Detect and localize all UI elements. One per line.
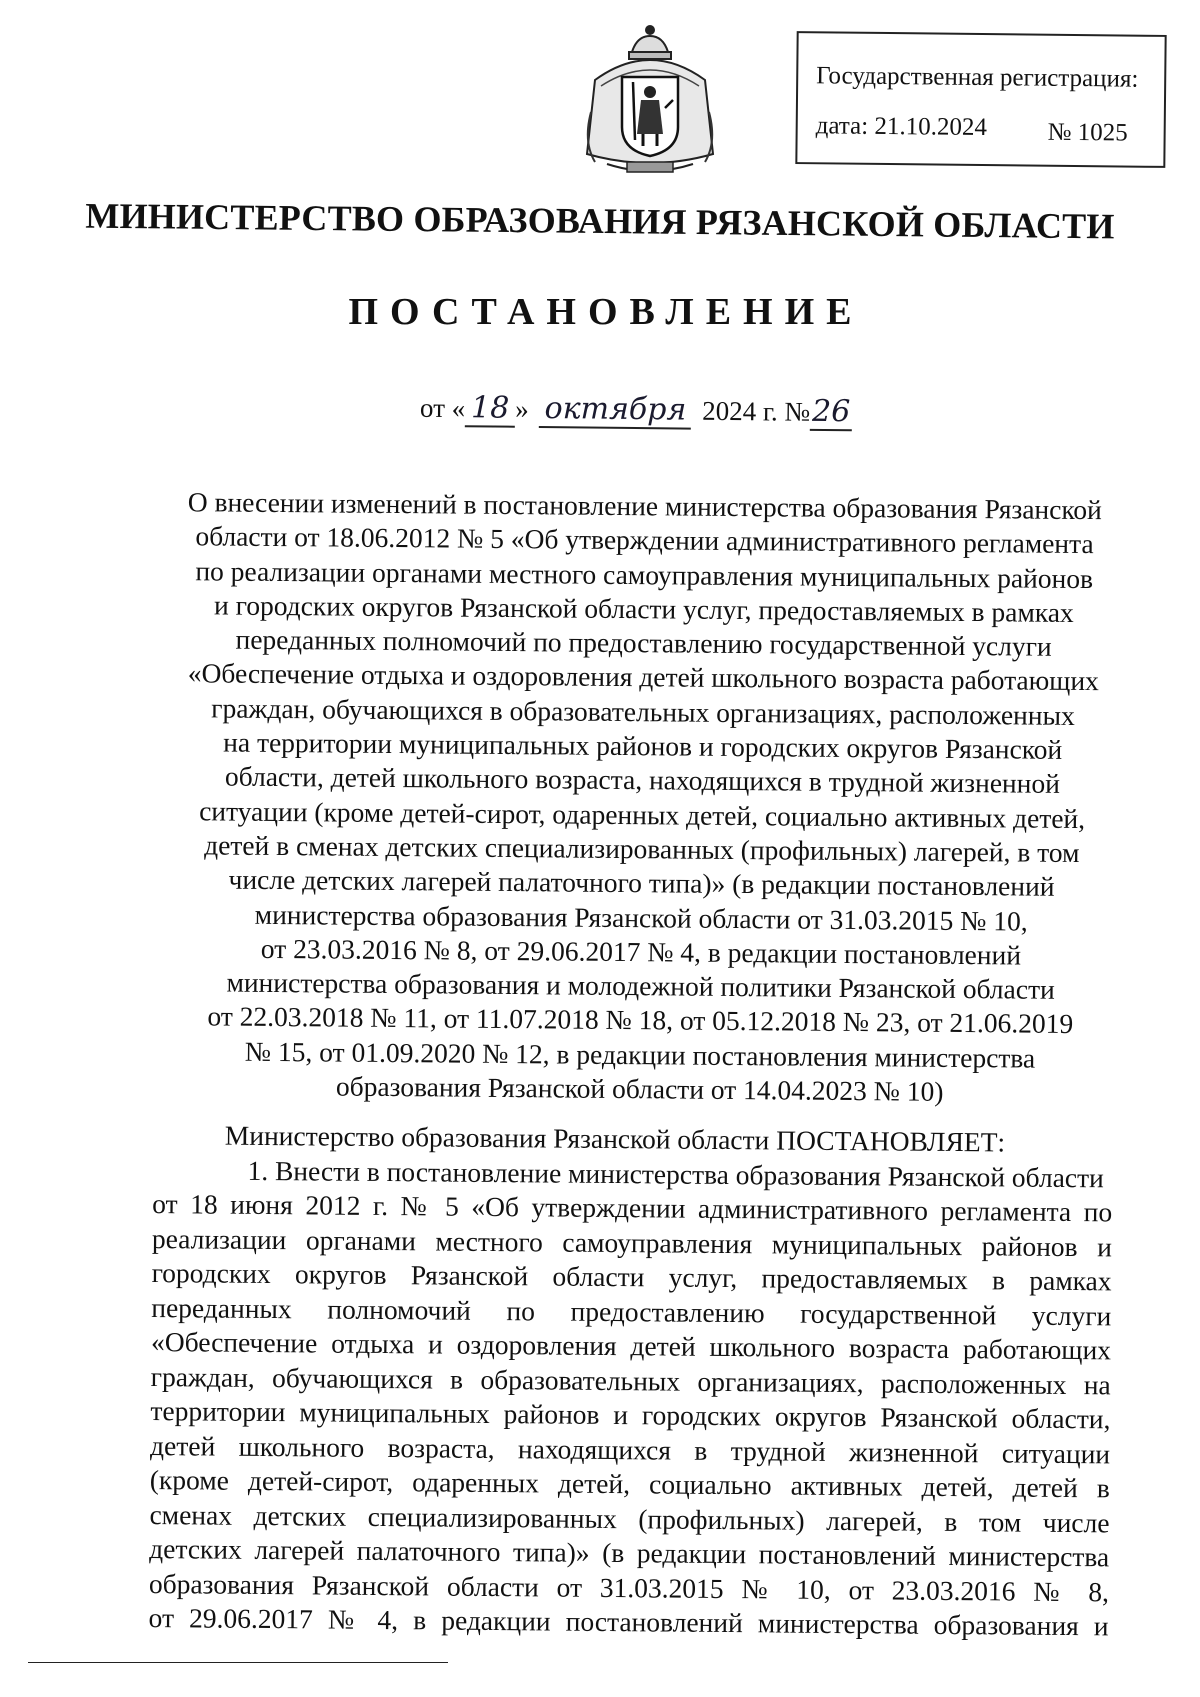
subject-line: министерства образования и молодежной политики Рязанской области: [226, 966, 1055, 1005]
body-line: реализации органами местного самоуправления муниципальных районов и: [151, 1222, 1113, 1262]
subject-line: на территории муниципальных районов и городских округов Рязанской: [223, 726, 1063, 765]
body-line: «Обеспечение отдыха и оздоровления детей школьного возраста работающих: [150, 1325, 1112, 1366]
body-line: 1. Внести в постановление министерства образования Рязанской области: [247, 1154, 1104, 1193]
subject-line: ситуации (кроме детей-сирот, одаренных детей, социально активных детей,: [199, 794, 1086, 834]
document-subject: [160, 485, 1125, 1111]
subject-line: и городских округов Рязанской области услуг, предоставляемых в рамках: [213, 589, 1074, 628]
body-intro: Министерство образования Рязанской области ПОСТАНОВЛЯЕТ:: [224, 1119, 1006, 1158]
footnote-separator: [28, 1662, 448, 1663]
body-line: (кроме детей-сирот, одаренных детей, социально активных детей, детей в: [149, 1463, 1110, 1504]
subject-line: министерства образования Рязанской области от 31.03.2015 № 10,: [254, 898, 1028, 937]
subject-line: по реализации органами местного самоуправления муниципальных районов: [195, 554, 1094, 594]
body-line: от 18 июня 2012 г. № 5 «Об утверждении административного регламента по: [152, 1187, 1113, 1228]
date-year: 2024 г. №: [702, 395, 811, 427]
body-line: сменах детских специализированных (профильных) лагерей, в том числе: [149, 1498, 1110, 1538]
ryazan-coat-of-arms-icon: [577, 22, 723, 182]
registration-stamp: [795, 31, 1166, 168]
body-line: от 29.06.2017 № 4, в редакции постановлений министерства образования и: [148, 1601, 1109, 1642]
handwritten-day: 18: [465, 390, 515, 428]
subject-line: области, детей школьного возраста, находящихся в трудной жизненной: [224, 760, 1061, 800]
subject-line: от 22.03.2018 № 11, от 11.07.2018 № 18, от 05.12.2018 № 23, от 21.06.2019: [207, 1000, 1074, 1040]
registration-title: Государственная регистрация:: [816, 62, 1139, 93]
document-body: [148, 1118, 1112, 1644]
body-line: детских лагерей палаточного типа)» (в редакции постановлений министерства: [149, 1532, 1110, 1573]
subject-line: переданных полномочий по предоставлению государственной услуги: [235, 623, 1052, 662]
subject-line: образования Рязанской области от 14.04.2023 № 10): [335, 1070, 944, 1107]
body-line: детей школьного возраста, находящихся в трудной жизненной ситуации: [150, 1429, 1111, 1469]
body-line: переданных полномочий по предоставлению государственной услуги: [151, 1291, 1112, 1331]
date-prefix: от «: [419, 392, 466, 424]
registration-date: дата: 21.10.2024: [815, 112, 988, 142]
body-line: территории муниципальных районов и городских округов Рязанской области,: [150, 1394, 1111, 1435]
subject-line: «Обеспечение отдыха и оздоровления детей школьного возраста работающих: [187, 657, 1100, 697]
subject-line: числе детских лагерей палаточного типа)» (в редакции постановлений: [228, 863, 1055, 903]
body-line: городских округов Рязанской области услуг, предоставляемых в рамках: [151, 1256, 1112, 1297]
subject-line: О внесении изменений в постановление министерства образования Рязанской: [187, 486, 1102, 526]
subject-line: области от 18.06.2012 № 5 «Об утверждении административного регламента: [195, 520, 1094, 560]
handwritten-number: 26: [810, 394, 852, 431]
handwritten-month: октября: [539, 391, 691, 430]
date-close-quote: »: [515, 393, 529, 424]
document-type: ПОСТАНОВЛЕНИЕ: [348, 291, 864, 333]
body-line: граждан, обучающихся в образовательных организациях, расположенных на: [150, 1360, 1111, 1400]
subject-line: детей в сменах детских специализированных (профильных) лагерей, в том: [204, 829, 1080, 868]
ministry-name: МИНИСТЕРСТВО ОБРАЗОВАНИЯ РЯЗАНСКОЙ ОБЛАСТИ: [85, 195, 1115, 247]
subject-line: от 23.03.2016 № 8, от 29.06.2017 № 4, в редакции постановлений: [260, 932, 1022, 971]
subject-line: № 15, от 01.09.2020 № 12, в редакции постановления министерства: [244, 1035, 1036, 1074]
subject-line: граждан, обучающихся в образовательных организациях, расположенных: [211, 692, 1075, 731]
document-date-line: [420, 390, 853, 432]
registration-number: № 1025: [1047, 118, 1128, 147]
body-line: образования Рязанской области от 31.03.2015 № 10, от 23.03.2016 № 8,: [148, 1567, 1110, 1607]
